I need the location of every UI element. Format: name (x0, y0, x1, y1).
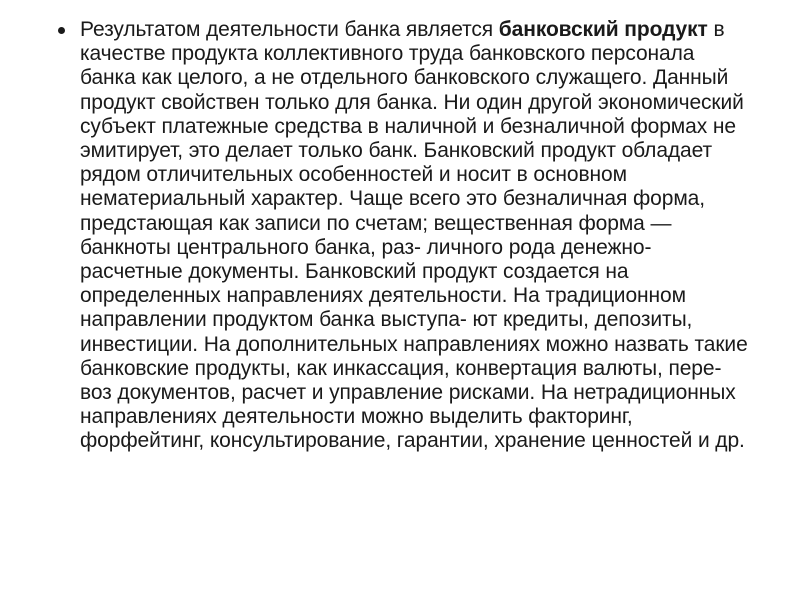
paragraph-body: в качестве продукта коллективного труда банковского персонала банка как целого, а не отдельного банковского служащего. Данный продукт свойствен только для банка. Ни один другой экономический субъект платежные средства в наличной и безналичной формах не эмитирует, это делает только банк. Банковский продукт обладает рядом отличительных особенностей и носит в основном нематериальный характер. Чаще всего это безналичная форма, предстающая как записи по счетам; вещественная форма — банкноты центрального банка, раз- личного рода денежно-расчетные документы. Банковский продукт создается на определенных направлениях деятельности. На традиционном направлении продуктом банка выступа- ют кредиты, депозиты, инвестиции. На дополнительных направлениях можно назвать такие банковские продукты, как инкассация, конвертация валюты, пере- воз документов, расчет и управление рисками. На нетрадиционных направлениях деятельности можно выделить факторинг, форфейтинг, консультирование, гарантии, хранение ценностей и др. (80, 18, 748, 453)
bullet-item (58, 18, 750, 454)
paragraph-bold-term: банковский продукт (498, 18, 708, 41)
bullet-list (58, 18, 750, 454)
paragraph-intro: Результатом деятельности банка является (80, 18, 499, 41)
bullet-dot-icon (58, 27, 65, 34)
